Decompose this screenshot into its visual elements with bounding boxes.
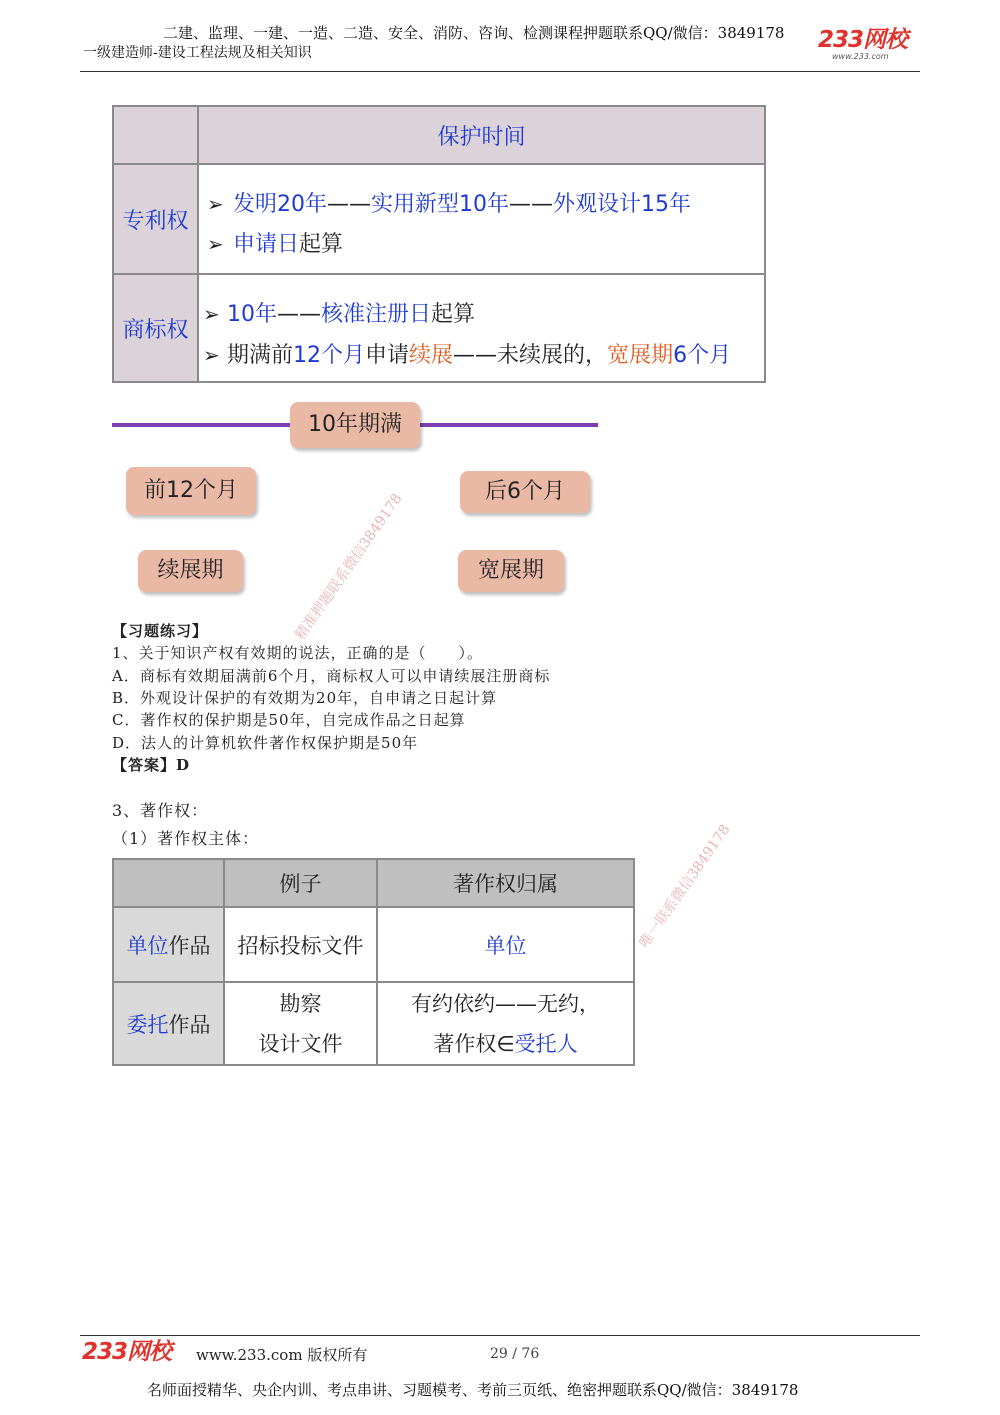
header-divider [80,71,920,72]
exercise-option-c: C．著作权的保护期是50年，自完成作品之日起算 [112,711,466,729]
six-months: 6个月 [673,343,732,368]
bullet-arrow-icon: ➢ [203,302,220,326]
dash: —— [327,192,371,217]
footer-copyright: www.233.com 版权所有 [196,1346,368,1364]
bullet-arrow-icon: ➢ [207,192,224,216]
trademark-line-1 [203,297,475,328]
document-subtitle: 一级建造师-建设工程法规及相关知识 [83,45,312,61]
table1-header-cell [199,107,764,165]
commissioned-work-cell [114,983,225,1064]
employer-label: 单位 [126,933,169,958]
footer-logo: 233网校 [82,1339,172,1365]
table2-header-example [225,860,378,908]
brand-logo [818,28,918,62]
copyright-belongs: 著作权∈ [433,1031,515,1056]
commissioned-label: 委托 [126,1012,169,1037]
survey-text: 勘察 [279,991,322,1016]
header-contact-line: 二建、监理、一建、一造、二造、安全、消防、咨询、检测课程押题联系QQ/微信：3849178 [163,24,785,42]
trademark-label: 商标权 [122,317,189,343]
section-subtitle: （1）著作权主体： [112,829,260,848]
employer-owner-cell [378,908,633,983]
renewal-text: 续展 [409,343,454,368]
work-label: 作品 [168,1012,211,1037]
bullet-arrow-icon: ➢ [207,232,224,256]
timeline-left-top-box [126,467,256,515]
trademark-label-cell [114,275,199,381]
section-title: 3、著作权： [112,801,209,820]
start-text: 起算 [299,232,344,257]
commissioned-owner-cell [378,983,633,1064]
dash: —— [277,302,321,327]
grace-period-text: 宽展期 [607,343,674,368]
twelve-months: 12个月 [293,343,366,368]
watermark: 唯一联系微信3849178 [636,821,734,951]
work-label: 作品 [168,933,211,958]
watermark: 精准押题联系微信3849178 [292,490,406,643]
employer-owner: 单位 [484,933,527,958]
exercise-option-b: B．外观设计保护的有效期为20年，自申请之日起计算 [112,689,498,707]
timeline-right-bottom-box [458,550,564,592]
commissioned-example-cell [225,983,378,1064]
logo-text: 233网校 [818,27,908,53]
bullet-arrow-icon: ➢ [203,343,220,367]
owner-header: 著作权归属 [453,872,558,896]
timeline-line-right [418,423,598,427]
exercise-answer: 【答案】D [112,756,191,774]
utility-model-term: 实用新型10年 [371,192,509,217]
protection-period-table [112,105,766,383]
timeline-line-left [112,423,292,427]
trademark-term: 10年 [227,302,277,327]
renewal-period-label: 续展期 [157,558,224,583]
exercise-option-d: D．法人的计算机软件著作权保护期是50年 [112,734,419,752]
exercise-option-a: A．商标有效期届满前6个月，商标权人可以申请续展注册商标 [112,667,551,685]
before-expiry: 期满前 [227,343,294,368]
page-number: 29 / 76 [490,1346,540,1362]
apply-text: 申请 [365,343,410,368]
registration-date: 核准注册日 [321,302,432,327]
table2-header-owner [378,860,633,908]
grace-period-label: 宽展期 [477,558,544,583]
after-6-months-label: 后6个月 [485,479,565,504]
logo-url: www.233.com [832,52,889,61]
design-term: 外观设计15年 [553,192,691,217]
patent-line-1 [207,187,691,218]
timeline-right-top-box [460,471,590,513]
copyright-owner-line [433,1024,577,1064]
exercise-question: 1、关于知识产权有效期的说法，正确的是（ ）。 [112,644,484,662]
commissioned-party: 受托人 [514,1031,578,1056]
design-documents: 设计文件 [258,1031,343,1056]
example-header: 例子 [279,872,322,896]
table1-corner-cell [114,107,199,165]
employer-example-cell [225,908,378,983]
trademark-content-cell [199,275,764,381]
patent-label: 专利权 [122,208,189,234]
timeline-center-label: 10年期满 [308,412,402,437]
agreement-rule: 有约依约——无约， [411,991,600,1016]
employer-work-cell [114,908,225,983]
copyright-subject-table [112,858,635,1066]
timeline-center-box [290,402,420,448]
exercise-heading: 【习题练习】 [112,622,209,640]
dash: —— [509,192,553,217]
patent-content-cell [199,165,764,275]
table2-corner-cell [114,860,225,908]
filing-date: 申请日 [233,232,300,257]
bidding-documents: 招标投标文件 [237,933,364,958]
patent-label-cell [114,165,199,275]
trademark-line-2 [203,338,731,369]
start-text: 起算 [431,302,476,327]
footer-contact-line: 名师面授精华、央企内训、考点串讲、习题模考、考前三页纸、绝密押题联系QQ/微信：3849178 [147,1381,799,1399]
footer-divider [80,1335,920,1336]
invention-term: 发明20年 [233,192,327,217]
table1-header: 保护时间 [437,124,526,150]
before-12-months-label: 前12个月 [144,478,238,503]
patent-line-2 [207,227,343,258]
not-renewed-text: ——未续展的， [453,343,608,368]
timeline-left-bottom-box [138,550,243,592]
